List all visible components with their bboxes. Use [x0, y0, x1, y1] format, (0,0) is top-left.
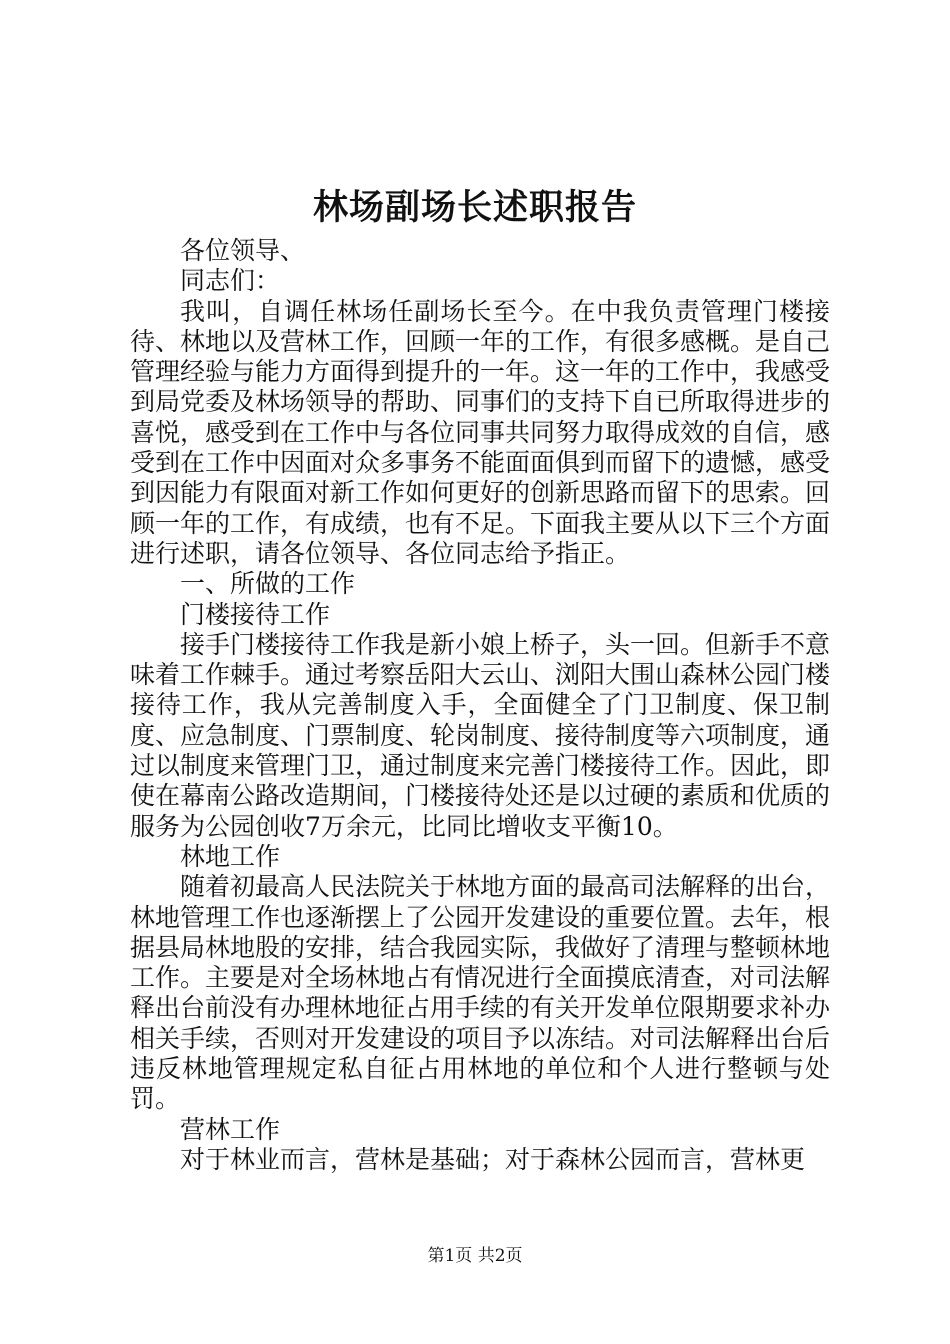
- document-title: 林场副场长述职报告: [312, 187, 637, 228]
- salutation-line: 各位领导、: [180, 236, 306, 265]
- section-heading: 一、所做的工作: [180, 569, 356, 599]
- subsection-heading: 林地工作: [180, 841, 281, 871]
- body-paragraph: 随着初最高人民法院关于林地方面的最高司法解释的出台，林地管理工作也逐渐摆上了公园开发建设的重要位置。去年，根据县局林地股的安排，结合我园实际，我做好了清理与整顿林地工作。主要是对全场林地占有情况进行全面摸底清查，对司法解释出台前没有办理林地征占用手续的有关开发单位限期要求补办相关手续，否则对开发建设的项目予以冻结。对司法解释出台后违反林地管理规定私自征占用林地的单位和个人进行整顿与处罚。: [130, 872, 831, 1114]
- body-paragraph: 对于林业而言，营林是基础；对于森林公园而言，营林更: [180, 1144, 806, 1174]
- body-paragraph: 接手门楼接待工作我是新小娘上桥子，头一回。但新手不意味着工作棘手。通过考察岳阳大云山、浏阳大围山森林公园门楼接待工作，我从完善制度入手，全面健全了门卫制度、保卫制度、应急制度、门票制度、轮岗制度、接待制度等六项制度，通过以制度来管理门卫，通过制度来完善门楼接待工作。因此，即使在幕南公路改造期间，门楼接待处还是以过硬的素质和优质的服务为公园创收7万余元，比同比增收支平衡10。: [130, 629, 831, 841]
- page-footer: 第1页 共2页: [427, 1246, 523, 1266]
- subsection-heading: 营林工作: [180, 1114, 281, 1144]
- salutation-line: 同志们：: [180, 266, 281, 296]
- document-body: [130, 236, 830, 1175]
- subsection-heading: 门楼接待工作: [180, 599, 331, 629]
- body-paragraph: 我叫，自调任林场任副场长至今。在中我负责管理门楼接待、林地以及营林工作，回顾一年的工作，有很多感概。是自己管理经验与能力方面得到提升的一年。这一年的工作中，我感受到局党委及林场领导的帮助、同事们的支持下自已所取得进步的喜悦，感受到在工作中与各位同事共同努力取得成效的自信，感受到在工作中因面对众多事务不能面面俱到而留下的遗憾，感受到因能力有限面对新工作如何更好的创新思路而留下的思索。回顾一年的工作，有成绩，也有不足。下面我主要从以下三个方面进行述职，请各位领导、各位同志给予指正。: [130, 296, 831, 568]
